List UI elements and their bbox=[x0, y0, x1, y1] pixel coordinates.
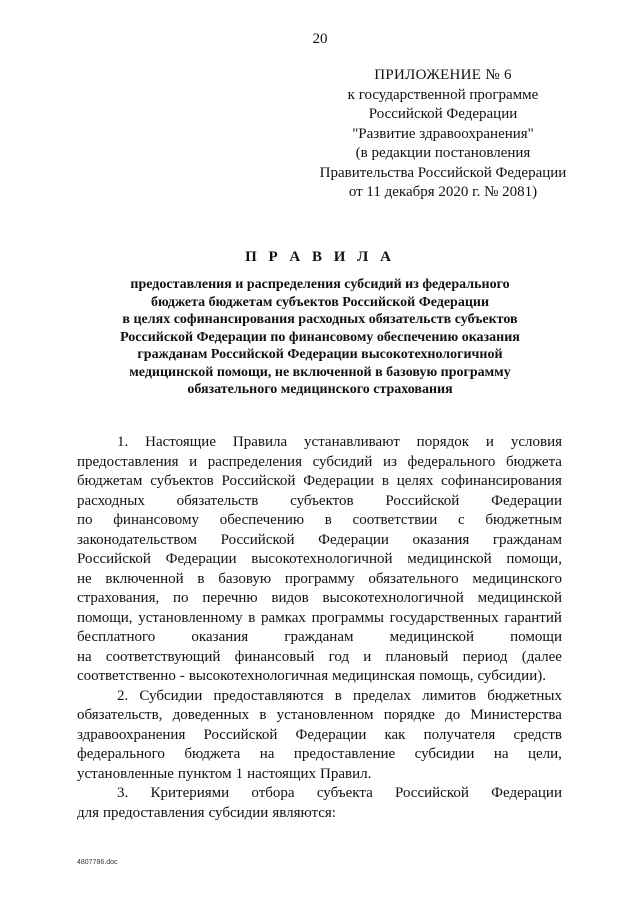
word: Правил. bbox=[320, 765, 372, 782]
subtitle-line: предоставления и распределения субсидий из федерального bbox=[130, 277, 510, 292]
word: бюджетным bbox=[485, 512, 562, 528]
word: в bbox=[197, 570, 205, 587]
word: высокотехнологичная bbox=[188, 668, 329, 684]
word: Министерства bbox=[470, 707, 562, 723]
appendix-line: (в редакции постановления bbox=[355, 145, 531, 161]
body-line bbox=[77, 589, 562, 609]
word: соответствии bbox=[352, 512, 438, 528]
appendix-header bbox=[290, 66, 596, 203]
appendix-line: к государственной программе bbox=[347, 86, 539, 103]
word: законодательством bbox=[77, 531, 198, 548]
word: по bbox=[173, 590, 189, 606]
word: гарантий bbox=[504, 609, 562, 626]
word: по bbox=[77, 512, 93, 528]
word: субсидии bbox=[208, 804, 269, 821]
body-line bbox=[77, 784, 562, 804]
word: отбора bbox=[251, 785, 295, 801]
body-line bbox=[77, 648, 562, 668]
file-name-footer: 4807786.doc bbox=[77, 859, 118, 866]
word: установленному bbox=[138, 609, 243, 626]
word: финансовому bbox=[113, 512, 200, 528]
word: обязательств bbox=[176, 492, 259, 509]
word: помощи bbox=[510, 629, 562, 645]
word: высокотехнологичной bbox=[251, 551, 393, 567]
word: программу bbox=[284, 570, 355, 587]
word: условия bbox=[510, 434, 562, 450]
word: Российской bbox=[394, 785, 469, 801]
word: являются: bbox=[272, 804, 336, 821]
body-line bbox=[77, 765, 562, 785]
word: пределах bbox=[353, 687, 411, 704]
word: установленном bbox=[276, 707, 374, 723]
word: соответствующий bbox=[105, 648, 221, 665]
word: финансовый bbox=[234, 648, 315, 665]
word: период bbox=[462, 648, 508, 665]
word: программы bbox=[311, 609, 384, 626]
word: Федерации bbox=[303, 473, 375, 489]
word: расходных bbox=[77, 492, 145, 509]
word: и bbox=[485, 434, 494, 450]
word: медицинской bbox=[389, 629, 475, 645]
body-line bbox=[77, 472, 562, 492]
word: высокотехнологичной bbox=[322, 590, 464, 606]
word: Субсидии bbox=[139, 687, 203, 704]
document-title: П Р А В И Л А bbox=[245, 249, 395, 265]
word: предоставления bbox=[77, 453, 179, 470]
word: Российской bbox=[77, 551, 151, 567]
word: бюджетных bbox=[487, 687, 562, 704]
word: целях bbox=[396, 473, 434, 489]
word: в bbox=[324, 512, 332, 528]
word: предоставление bbox=[293, 746, 396, 762]
body-line bbox=[77, 667, 562, 687]
word: бюджетам bbox=[77, 473, 143, 489]
word: и bbox=[189, 453, 198, 470]
body-line bbox=[77, 453, 562, 473]
appendix-line: ПРИЛОЖЕНИЕ № 6 bbox=[374, 67, 512, 83]
word: софинансирования bbox=[441, 473, 562, 489]
word: на bbox=[259, 746, 275, 762]
subtitle-line: обязательного медицинского страхования bbox=[187, 382, 453, 397]
word: до bbox=[445, 707, 461, 723]
word: устанавливают bbox=[304, 434, 400, 450]
word: год bbox=[328, 648, 350, 665]
word: средств bbox=[513, 726, 562, 743]
word: здравоохранения bbox=[77, 726, 186, 743]
word: пунктом bbox=[177, 765, 232, 782]
word: в bbox=[259, 707, 267, 723]
body-line bbox=[77, 531, 562, 551]
word: Российской bbox=[385, 492, 460, 509]
word: Российской bbox=[220, 531, 295, 548]
body-line bbox=[77, 511, 562, 531]
body-line bbox=[77, 550, 562, 570]
word: Федерации bbox=[295, 726, 367, 743]
word: порядке bbox=[383, 707, 435, 723]
document-subtitle bbox=[60, 276, 580, 399]
word: доведенных bbox=[172, 707, 250, 723]
word: Правила bbox=[232, 434, 288, 450]
word: федерального bbox=[407, 453, 496, 470]
appendix-line: от 11 декабря 2020 г. № 2081) bbox=[348, 184, 538, 200]
subtitle-line: Российской Федерации по финансовому обеспечению оказания bbox=[120, 329, 520, 345]
word: плановый bbox=[385, 648, 449, 665]
body-line bbox=[77, 609, 562, 629]
word: соответственно bbox=[77, 668, 176, 684]
word: медицинская bbox=[332, 668, 416, 684]
word: в bbox=[248, 609, 256, 626]
word: базовую bbox=[218, 570, 272, 587]
word: Российской bbox=[203, 726, 278, 743]
word: субъектов bbox=[290, 492, 354, 509]
subtitle-line: в целях софинансирования расходных обязательств субъектов bbox=[122, 312, 518, 327]
word: распределения bbox=[207, 453, 302, 470]
word: цели, bbox=[527, 746, 562, 762]
word: перечню bbox=[202, 590, 258, 606]
word: Настоящие bbox=[145, 434, 216, 450]
word: включенной bbox=[105, 570, 184, 587]
word: 1 bbox=[235, 765, 244, 782]
appendix-line: Правительства Российской Федерации bbox=[319, 164, 567, 181]
word: 3. bbox=[117, 785, 129, 801]
word: на bbox=[77, 648, 92, 665]
word: оказания bbox=[412, 531, 470, 548]
word: как bbox=[384, 726, 406, 743]
word: Федерации bbox=[165, 551, 237, 567]
word: предоставляются bbox=[213, 687, 324, 704]
word: оказания bbox=[191, 629, 249, 645]
appendix-line: "Развитие здравоохранения" bbox=[352, 125, 534, 142]
word: из bbox=[382, 453, 397, 470]
word: обязательного bbox=[368, 570, 459, 587]
word: обязательств, bbox=[77, 707, 163, 723]
word: бюджета bbox=[506, 453, 562, 470]
word: 1. bbox=[117, 434, 129, 450]
word: в bbox=[334, 687, 342, 704]
word: субъекта bbox=[316, 785, 373, 801]
word: гражданам bbox=[284, 629, 354, 645]
word: 2. bbox=[117, 687, 129, 704]
body-line bbox=[77, 726, 562, 746]
word: рамках bbox=[261, 609, 306, 626]
word: не bbox=[77, 570, 92, 587]
word: бесплатного bbox=[77, 629, 156, 645]
word: медицинского bbox=[472, 570, 562, 587]
body-line bbox=[77, 706, 562, 726]
body-text bbox=[77, 433, 562, 823]
word: порядок bbox=[416, 434, 470, 450]
body-line bbox=[77, 804, 562, 824]
word: Федерации bbox=[491, 492, 562, 509]
word: медицинской bbox=[477, 590, 562, 606]
word: Критериями bbox=[150, 785, 230, 801]
word: помощи, bbox=[506, 551, 562, 567]
word: видов bbox=[271, 590, 309, 606]
body-line bbox=[77, 492, 562, 512]
word: лимитов bbox=[422, 687, 477, 704]
word: установленные bbox=[77, 765, 174, 782]
word: субсидии). bbox=[477, 668, 546, 684]
word: получателя bbox=[423, 726, 496, 743]
word: медицинской bbox=[407, 551, 492, 567]
body-line bbox=[77, 687, 562, 707]
word: помощи, bbox=[77, 609, 133, 626]
word: для bbox=[77, 804, 100, 821]
word: (далее bbox=[521, 648, 562, 665]
word: субсидии bbox=[414, 746, 475, 762]
word: предоставления bbox=[103, 804, 205, 821]
body-line bbox=[77, 433, 562, 453]
body-line bbox=[77, 628, 562, 648]
word: гражданам bbox=[492, 531, 562, 548]
appendix-line: Российской Федерации bbox=[368, 106, 518, 122]
word: в bbox=[381, 473, 389, 489]
word: обеспечению bbox=[219, 512, 305, 528]
body-line bbox=[77, 745, 562, 765]
word: Российской bbox=[221, 473, 296, 489]
word: бюджета bbox=[184, 746, 241, 762]
subtitle-line: бюджета бюджетам субъектов Российской Федерации bbox=[150, 294, 490, 310]
word: Федерации bbox=[491, 785, 562, 801]
word: на bbox=[493, 746, 509, 762]
word: субсидий bbox=[312, 453, 373, 470]
word: настоящих bbox=[247, 765, 317, 782]
word: страхования, bbox=[77, 590, 160, 606]
word: субъектов bbox=[150, 473, 214, 489]
word: - bbox=[179, 668, 185, 684]
word: федерального bbox=[77, 746, 165, 762]
word: и bbox=[363, 648, 372, 665]
page-number: 20 bbox=[312, 31, 328, 47]
word: помощь, bbox=[419, 668, 474, 684]
body-line bbox=[77, 570, 562, 590]
word: государственных bbox=[389, 609, 499, 626]
subtitle-line: медицинской помощи, не включенной в базовую программу bbox=[129, 364, 511, 380]
subtitle-line: гражданам Российской Федерации высокотехнологичной bbox=[137, 347, 503, 362]
word: Федерации bbox=[318, 531, 389, 548]
word: с bbox=[457, 512, 465, 528]
